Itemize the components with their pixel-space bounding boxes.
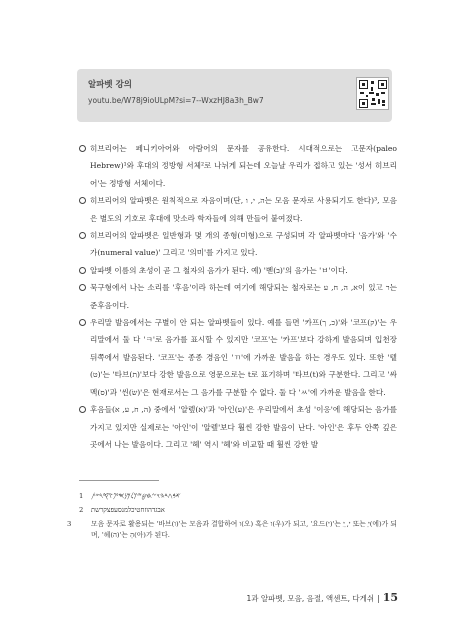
footnote-text: 𐤀𐤁𐤂𐤃𐤄𐤅𐤆𐤇𐤈𐤉𐤊𐤋𐤌𐤍𐤎𐤏𐤐𐤑𐤒𐤓𐤔𐤕 <box>91 492 181 500</box>
footnote-number: 2 <box>79 506 84 514</box>
footnote-1 <box>79 491 399 502</box>
page-footer <box>246 591 398 604</box>
info-box <box>77 69 392 122</box>
list-item: 우리말 발음에서는 구별이 안 되는 알파벳들이 있다. 예를 들면 '카프(כ, ך)'와 '코프(ק)'는 우리말에서 둘 다 'ㅋ'로 음가를 표시할 수 있지만 '코프'는 '카프'보다 강하게 발음되며 입천장 뒤쪽에서 발음된다. '코프'는 종종 경음인 'ㄲ'에 가까운 발음을 하는 경우도 있다. 또한 '텥(ט)'는 '타브(ת)'보다 강한 발음으로 영문으로는 t로 표기하며 '타브(t)와 구분한다. 그리고 '싸멕(ס)'과 '씬(שׂ)'은 현재로서는 그 음가를 구분할 수 없다. 둘 다 'ㅆ'에 가까운 발음을 한다. <box>79 314 397 401</box>
footnote-text: אבגדהוזחטיכלמנסעפצקרשת <box>91 506 165 514</box>
list-item: 히브리어의 알파벳은 원칙적으로 자음이며(단, ה, י, ו는 모음 문자로 사용되기도 한다)³, 모음은 별도의 기호로 후대에 맛소라 학자들에 의해 만들어 붙여졌다. <box>79 192 397 227</box>
footnote-3 <box>67 519 403 541</box>
list-item: 히브리어는 페니키아어와 아람어의 문자를 공유한다. 시대적으로는 고문자(paleo Hebrew)¹와 후대의 정방형 서체²로 나뉘게 되는데 오늘날 우리가 접하고 있는 '성서 히브리어'는 정방형 서체이다. <box>79 140 397 192</box>
footnote-number: 1 <box>79 492 84 500</box>
list-item: 후음들(ה, ח, ע, א) 중에서 '알렢(א)'과 '아인(ע)'은 우리말에서 초성 '이응'에 해당되는 음가를 가지고 있지만 실제로는 '아인'이 '알렢'보다 훨씬 강한 발음이 난다. '아인'은 후두 안쪽 깊은 곳에서 나는 발음이다. 그리고 '헤' 역시 '헤'와 비교할 때 훨씬 강한 발 <box>79 401 397 453</box>
footnote-text: 모음 문자로 활용되는 '바브(ו)'는 모음과 결합하여 ו(오) 혹은 ו(우)가 되고, '요드(י)'는 ִי, ֵי 또는 ֵי(에)가 되며, '헤(ה)'는 הָ(아)가 된다. <box>91 520 397 539</box>
main-text <box>79 140 397 453</box>
footnote-number: 3 <box>67 520 72 528</box>
list-item: 알파벳 이름의 초성이 곧 그 철자의 음가가 된다. 예) '벧(ב)'의 음가는 'ㅂ'이다. <box>79 262 397 279</box>
chapter-title: 1과 알파벳, 모음, 음절, 액센트, 다게쉬 <box>246 594 375 603</box>
page-number: 15 <box>382 591 398 604</box>
footnote-2 <box>79 505 399 516</box>
footer-separator: | <box>377 594 380 603</box>
info-box-url[interactable]: youtu.be/W78j9ioULpM?si=7--WxzHJ8a3h_Bw7 <box>88 96 264 105</box>
list-item: 묵구형에서 나는 소리를 '후음'이라 하는데 여기에 해당되는 철자로는 א, ה, ח, ע이 있고 ר는 준후음이다. <box>79 279 397 314</box>
info-box-title: 알파벳 강의 <box>88 80 133 90</box>
qr-code-icon[interactable] <box>356 77 389 110</box>
footnote-divider <box>79 480 159 481</box>
list-item: 히브리어의 알파벳은 일반형과 몇 개의 종형(미형)으로 구성되며 각 알파벳마다 '음가'와 '수가(numeral value)' 그리고 '의미'를 가지고 있다. <box>79 227 397 262</box>
